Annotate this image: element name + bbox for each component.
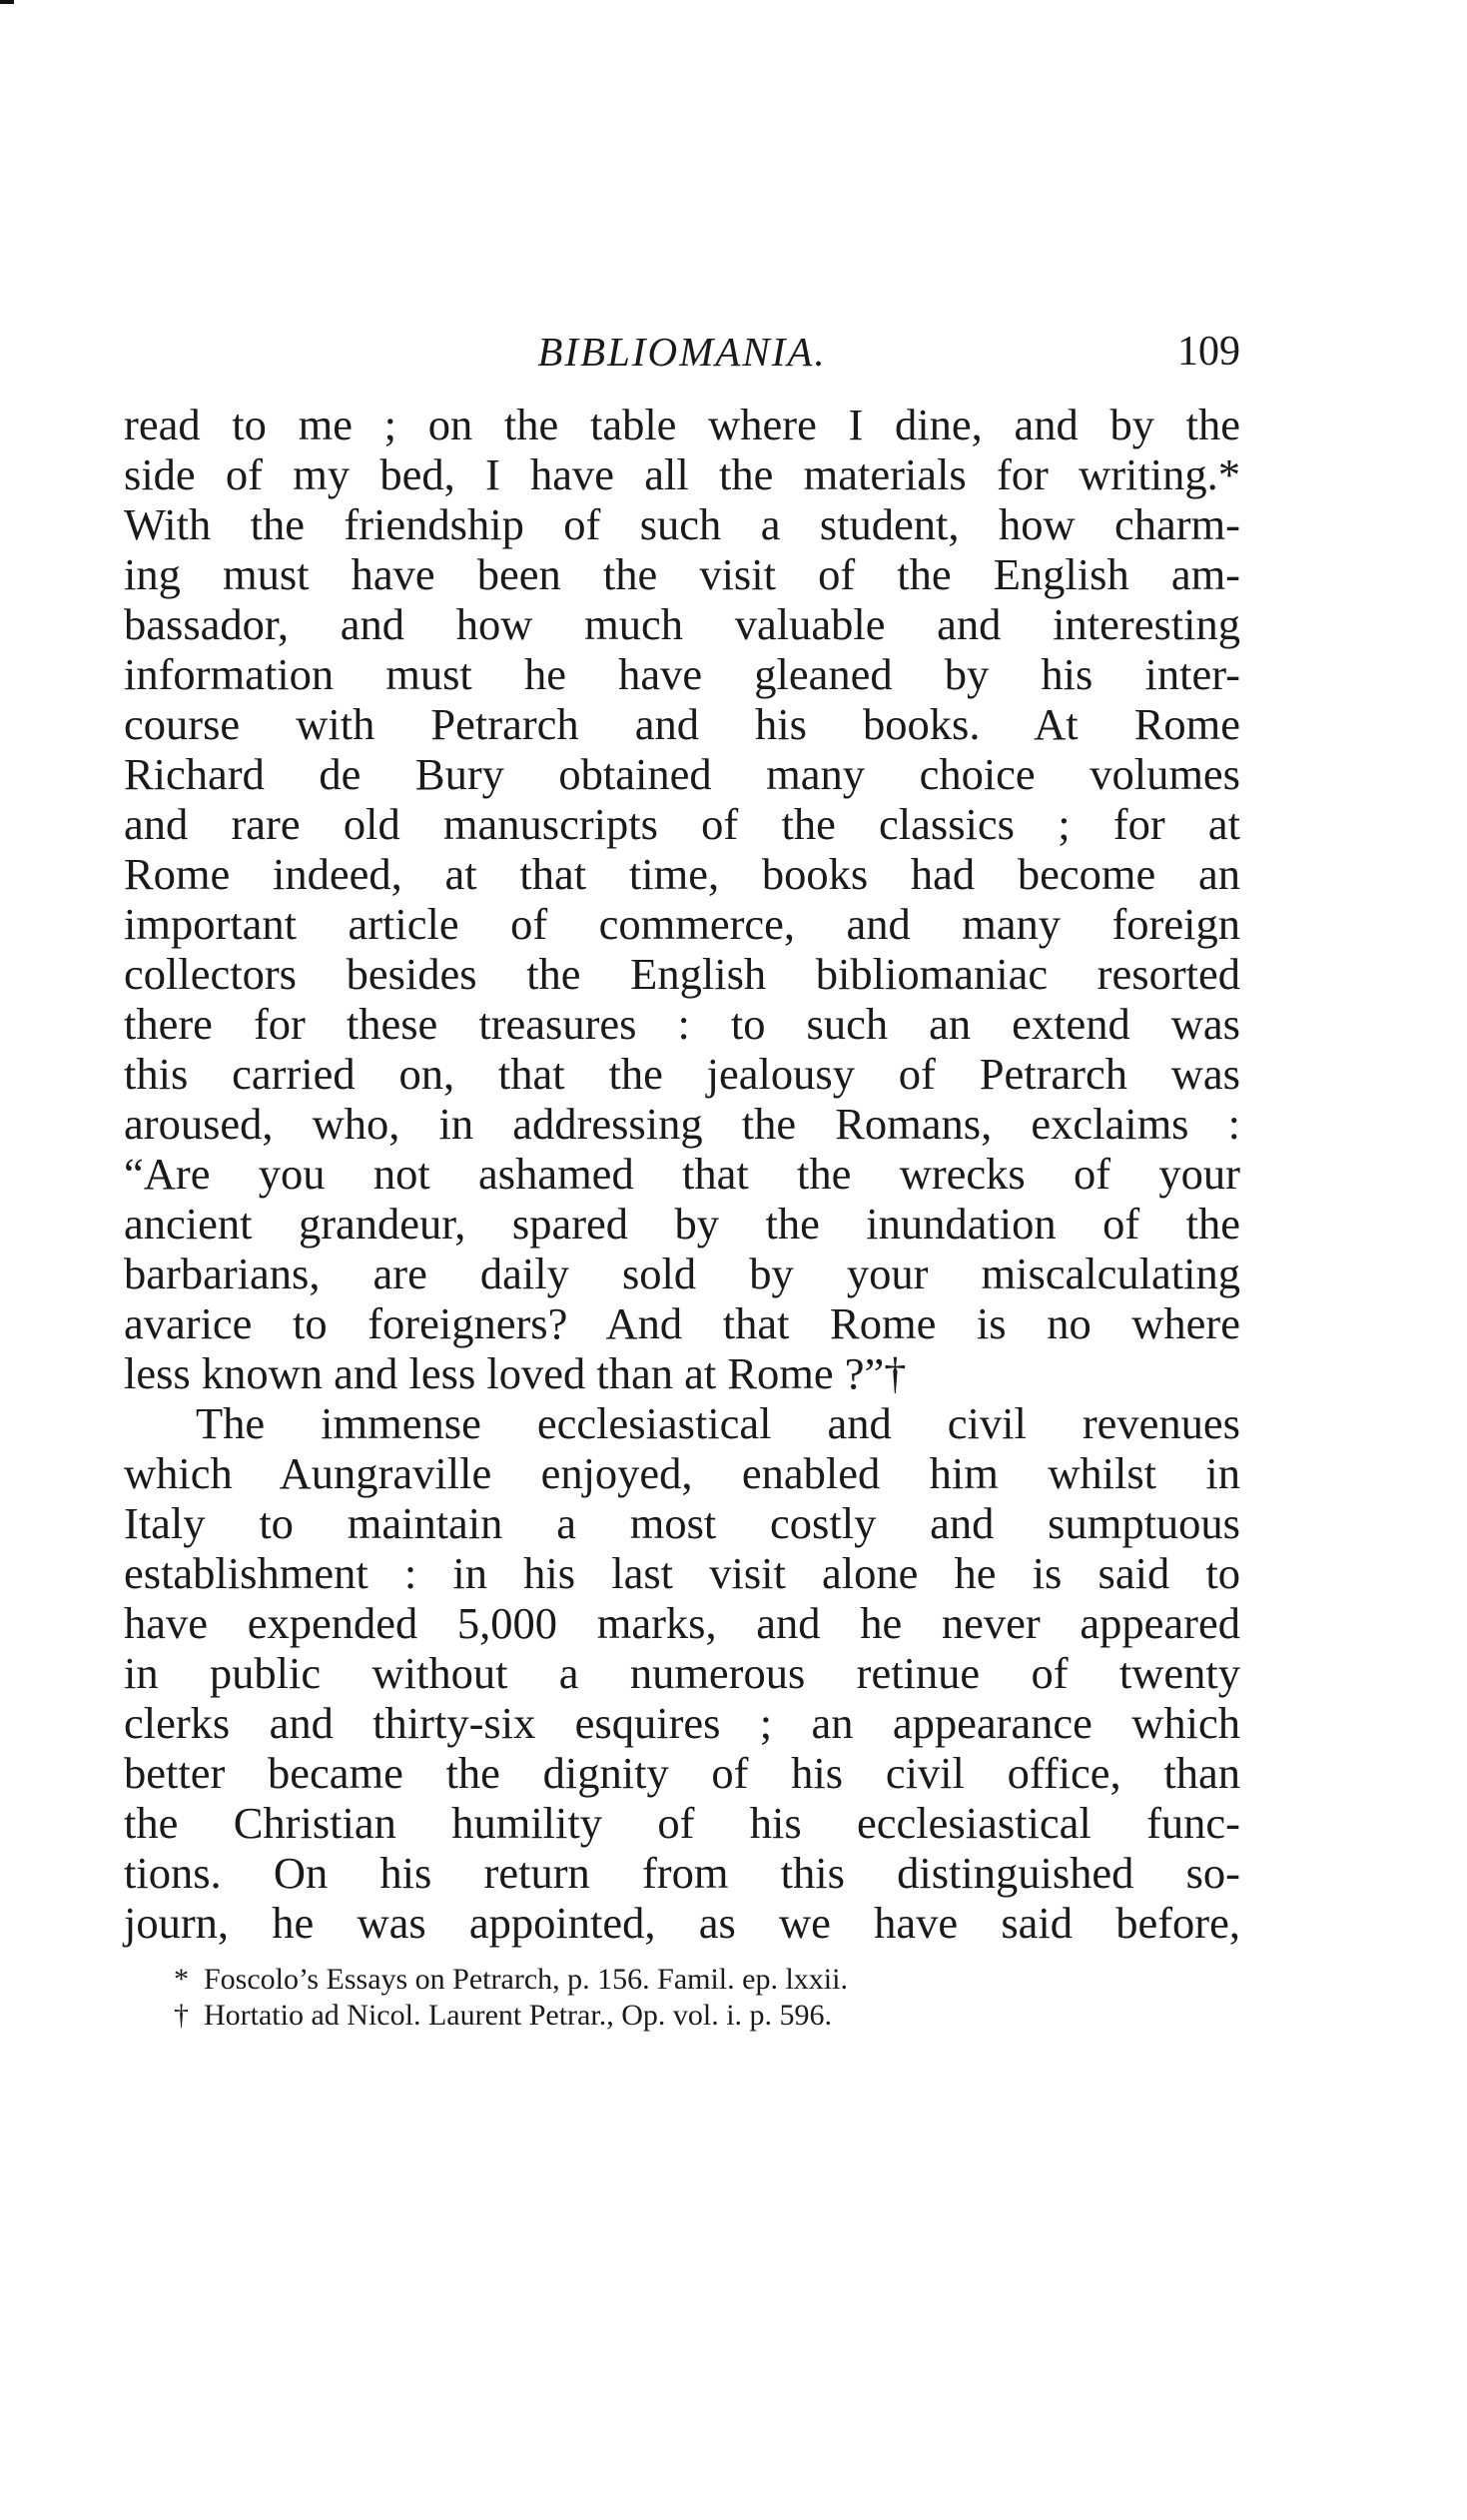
text-line: Rome indeed, at that time, books had become an: [124, 849, 1240, 899]
text-line: in public without a numerous retinue of twenty: [124, 1648, 1240, 1698]
text-line: have expended 5,000 marks, and he never appeared: [124, 1598, 1240, 1648]
text-line: the Christian humility of his ecclesiastical func-: [124, 1798, 1240, 1848]
paragraph-end-line: less known and less loved than at Rome ?”†: [124, 1348, 907, 1398]
text-line: establishment : in his last visit alone he is said to: [124, 1548, 1240, 1598]
scan-corner-mark: [0, 0, 14, 4]
running-title: BIBLIOMANIA.: [537, 329, 827, 375]
text-line: ing must have been the visit of the English am-: [124, 549, 1240, 599]
text-line: important article of commerce, and many foreign: [124, 899, 1240, 949]
text-line: barbarians, are daily sold by your miscalculating: [124, 1249, 1240, 1298]
text-line: which Aungraville enjoyed, enabled him whilst in: [124, 1448, 1240, 1498]
page-number: 109: [1177, 329, 1240, 375]
text-line: avarice to foreigners? And that Rome is no where: [124, 1298, 1240, 1348]
text-line: and rare old manuscripts of the classics ; for at: [124, 799, 1240, 849]
text-line: journ, he was appointed, as we have said before,: [124, 1898, 1240, 1948]
footnote: [174, 1998, 1172, 2034]
body-text: [124, 400, 1240, 1948]
text-line: With the friendship of such a student, how charm-: [124, 499, 1240, 549]
text-line: better became the dignity of his civil office, than: [124, 1748, 1240, 1798]
text-line: bassador, and how much valuable and interesting: [124, 599, 1240, 649]
text-line: Richard de Bury obtained many choice volumes: [124, 749, 1240, 799]
text-line: this carried on, that the jealousy of Petrarch was: [124, 1049, 1240, 1099]
footnote-text: Hortatio ad Nicol. Laurent Petrar., Op. vol. i. p. 596.: [204, 1999, 833, 2032]
text-line: read to me ; on the table where I dine, and by the: [124, 400, 1240, 449]
text-line: course with Petrarch and his books. At Rome: [124, 699, 1240, 749]
text-line: collectors besides the English bibliomaniac resorted: [124, 949, 1240, 999]
text-line: Italy to maintain a most costly and sumptuous: [124, 1498, 1240, 1548]
footnote-text: Foscolo’s Essays on Petrarch, p. 156. Famil. ep. lxxii.: [204, 1963, 848, 1996]
text-line: clerks and thirty-six esquires ; an appearance which: [124, 1698, 1240, 1748]
text-line: “Are you not ashamed that the wrecks of your: [124, 1149, 1240, 1199]
footnote: [174, 1962, 1172, 1998]
text-line: information must he have gleaned by his inter-: [124, 649, 1240, 699]
footnote-mark: *: [174, 1963, 189, 1996]
paragraph-start-line: The immense ecclesiastical and civil revenues: [196, 1398, 1240, 1448]
text-line: side of my bed, I have all the materials for writing.*: [124, 449, 1240, 499]
text-line: aroused, who, in addressing the Romans, exclaims :: [124, 1099, 1240, 1149]
footnote-mark: †: [174, 1999, 189, 2032]
text-line: ancient grandeur, spared by the inundation of the: [124, 1199, 1240, 1249]
text-line: tions. On his return from this distinguished so-: [124, 1848, 1240, 1898]
text-line: there for these treasures : to such an extend was: [124, 999, 1240, 1049]
footnotes: [174, 1962, 1172, 2034]
running-head: [124, 322, 1240, 382]
